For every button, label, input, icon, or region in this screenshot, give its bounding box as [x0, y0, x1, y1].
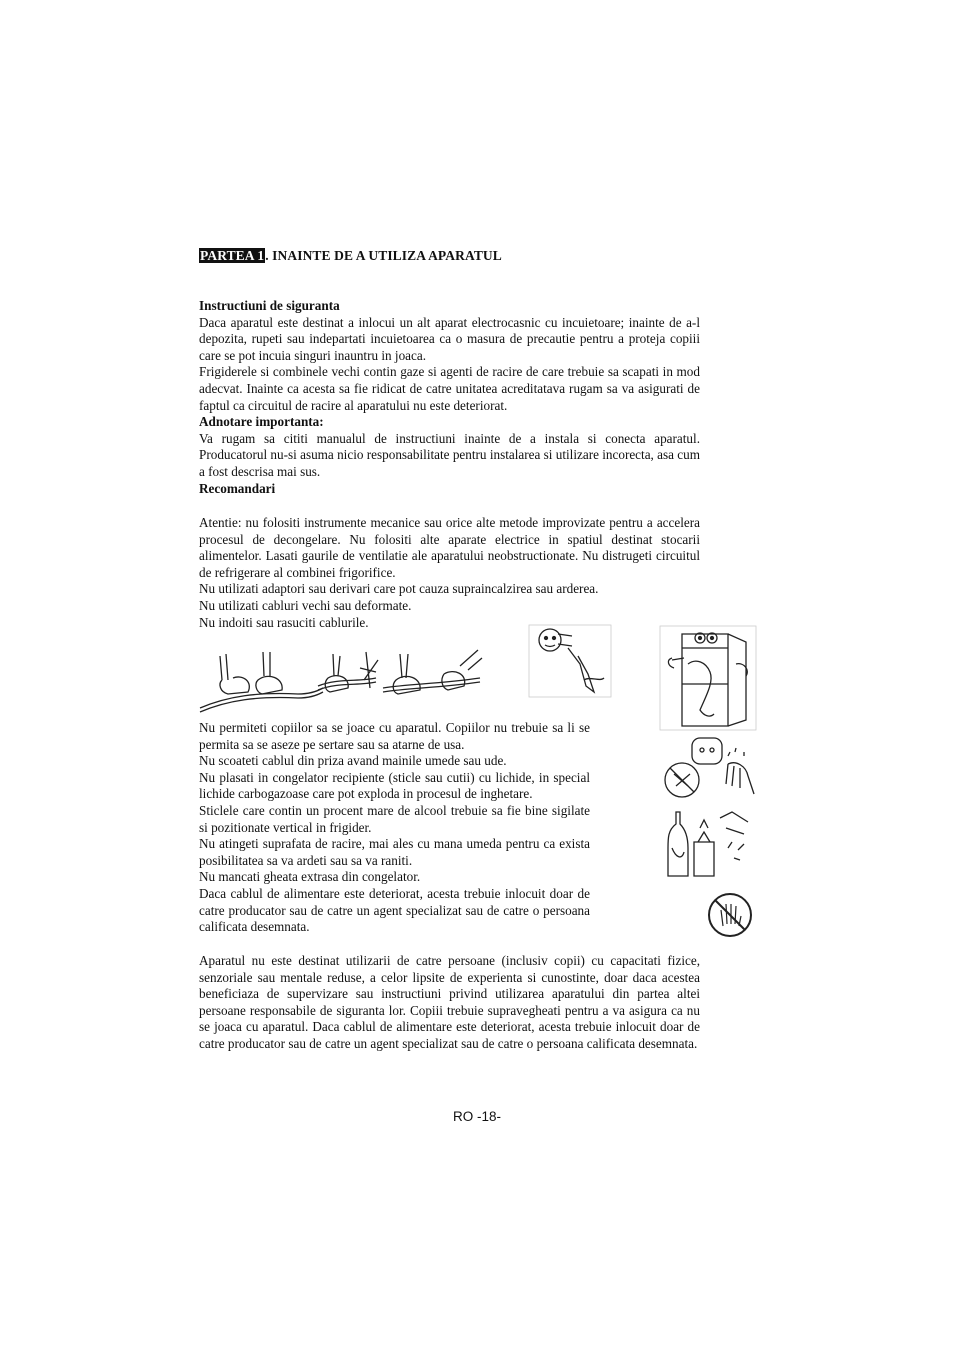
- warning-item: Nu plasati in congelator recipiente (sticle sau cutii) cu lichide, in special lichide carbogazoase care pot exploda in procesul de inghetare.: [199, 769, 590, 802]
- warning-item: Nu atingeti suprafata de racire, mai ales cu mana umeda pentru ca exista posibilitatea sa va ardeti sau sa va raniti.: [199, 836, 590, 868]
- safety-paragraph: Frigiderele si combinele vechi contin gaze si agenti de racire de care trebuie sa scapati in mod adecvat. Inainte ca acesta sa fie ridicat de catre unitatea acreditatava rugam sa va asigurati de faptul ca circuitul de racire al aparatului nu este deteriorat.: [199, 364, 700, 413]
- recommendations-title: Recomandari: [199, 480, 276, 496]
- exploding-bottles-icon: [664, 808, 756, 880]
- recommendation-paragraph: Atentie: nu folositi instrumente mecanice sau orice alte metode improvizate pentru a accelera procesul de decongelare. Nu folositi alte aparate electrice in spatiul destinat stocarii alimentelor. Lasati gaurile de ventilatie ale aparatului neobstructionate. Nu distrugeti circuitul de refrigerare al combinei frigorifice.: [199, 515, 700, 580]
- recommendation-paragraph: Nu utilizati cabluri vechi sau deformate.: [199, 597, 412, 613]
- safety-section: [199, 298, 700, 497]
- important-text: Va rugam sa cititi manualul de instructiuni inainte de a instala si conecta aparatul. Producatorul nu-si asuma nicio responsabilitate pentru instalarea si utilizare incorecta, asa cum a fost descrisa mai sus.: [199, 430, 700, 479]
- final-paragraph-block: [199, 953, 700, 1053]
- warning-item: Nu mancati gheata extrasa din congelator.: [199, 869, 421, 885]
- part-label: PARTEA 1: [200, 248, 265, 263]
- cable-handling-hands-icon: [198, 648, 483, 720]
- warnings-list: [199, 720, 590, 936]
- section-heading: [199, 248, 502, 264]
- section-title: . INAINTE DE A UTILIZA APARATUL: [265, 248, 502, 263]
- warning-item: Sticlele care contin un procent mare de alcool trebuie sa fie bine sigilate si pozitionate vertical in frigider.: [199, 802, 590, 835]
- child-in-fridge-icon: [658, 624, 758, 732]
- warning-item: Nu scoateti cablul din priza avand mainile umede sau ude.: [199, 753, 507, 769]
- warning-item: Nu permiteti copiilor sa se joace cu aparatul. Copiilor nu trebuie sa li se permita sa se aseze pe sertare sau sa atarne de usa.: [199, 720, 590, 752]
- warning-item: Daca cablul de alimentare este deteriorat, acesta trebuie inlocuit doar de catre producator sau de catre un agent specializat sau de catre o persoana calificata desemnata.: [199, 885, 590, 935]
- recommendation-paragraph: Nu indoiti sau rasuciti cablurile.: [199, 614, 369, 630]
- safety-title: Instructiuni de siguranta: [199, 298, 340, 313]
- recommendation-paragraph: Nu utilizati adaptori sau derivari care pot cauza supraincalzirea sau arderea.: [199, 581, 599, 597]
- safety-paragraph: Daca aparatul este destinat a inlocui un alt aparat electrocasnic cu incuietoare; inainte de a-l depozita, rupeti sau indepartati incuietoarea ca o masura de precautie pentru a proteja copiii care se pot incuia singuri inauntru in joaca.: [199, 314, 700, 363]
- recommendations-section: [199, 515, 700, 631]
- wet-hand-socket-icon: [658, 736, 758, 802]
- important-title: Adnotare importanta:: [199, 414, 324, 430]
- final-paragraph: Aparatul nu este destinat utilizarii de catre persoane (inclusiv copii) cu capacitati fizice, senzoriale sau mentale reduse, a celor lipsite de experienta si cunostinte, doar daca acestea beneficiaza de supervizare sau instructiuni privind utilizarea aparatului din partea altei persoane responsabile de siguranta lor. Copiii trebuie supravegheati pentru a va asigura ca nu se joaca cu aparatul. Daca cablul de alimentare este deteriorat, acesta trebuie inlocuit doar de catre producator sau de catre un agent specializat sau de catre o persoana calificata desemnata.: [199, 953, 700, 1051]
- plug-icon: [528, 624, 612, 698]
- page-number: RO -18-: [452, 1109, 501, 1124]
- no-touch-hand-icon: [703, 890, 757, 940]
